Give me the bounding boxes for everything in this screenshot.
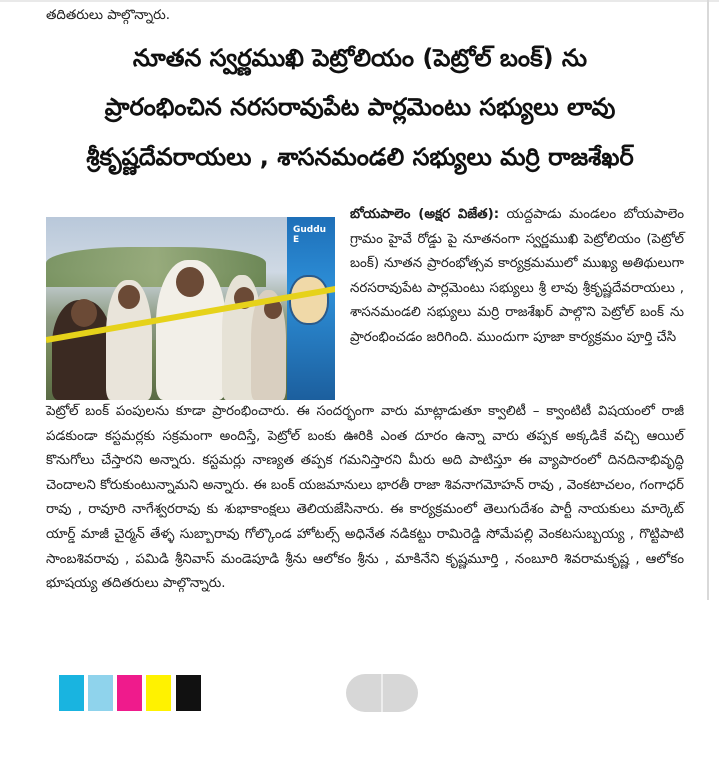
photo-head [118, 285, 140, 309]
page-border [707, 0, 709, 600]
color-swatch-yellow [146, 675, 171, 711]
registration-mark [346, 674, 418, 712]
headline-line-1: నూతన స్వర్ణముఖి పెట్రోలియం (పెట్రోల్ బంక్) ను [132, 44, 588, 72]
headline-line-3: శ్రీకృష్ణదేవరాయలు , శాసనమండలి సభ్యులు మర్రి రాజశేఖర్ [86, 143, 634, 171]
article-lead-paragraph: యద్దపాడు మండలం బోయపాలెం గ్రామం హైవే రోడ్డు పై నూతనంగా స్వర్ణముఖి పెట్రోలియం (పెట్రోల్ బంక్) నూతన ప్రారంభోత్సవ కార్యక్రమములో ముఖ్య అతిథులుగా నరసరావుపేట పార్లమెంటు సభ్యులు శ్రీ లావు శ్రీకృష్ణదేవరాయలు , శాసనమండలి సభ్యులు మర్రి రాజశేఖర్ పాల్గొని పెట్రోల్ బంక్ ను ప్రారంభించడం జరిగింది. ముందుగా పూజా కార్యక్రమం పూర్తి చేసి [350, 207, 684, 345]
article-dateline: బోయపాలెం (అక్షర విజేత): [350, 207, 500, 222]
photo-head [71, 299, 97, 327]
headline-line-2: ప్రారంభించిన నరసరావుపేట పార్లమెంటు సభ్యులు లావు [104, 93, 616, 121]
color-swatch-light-cyan [88, 675, 113, 711]
previous-article-tail: తదితరులు పాల్గొన్నారు. [46, 8, 170, 23]
photo-banner-text: Guddu E [293, 225, 327, 245]
photo-mascot [289, 275, 329, 325]
color-swatch-black [176, 675, 201, 711]
color-swatch-magenta [117, 675, 142, 711]
color-swatch-cyan [59, 675, 84, 711]
article-column-text [350, 203, 684, 351]
top-rule [0, 0, 719, 2]
article-body-text: పెట్రోల్ బంక్ పంపులను కూడా ప్రారంభించారు. ఈ సందర్భంగా వారు మాట్లాడుతూ క్వాలిటీ – క్వాంటిటీ విషయంలో రాజీ పడకుండా కస్టమర్లకు సక్రమంగా అందిస్తే, పెట్రోల్ బంకు ఊరికి ఎంత దూరం ఉన్నా వారు తప్పక అక్కడికే వచ్చి ఆయిల్ కొనుగోలు చేస్తారని అన్నారు. కస్టమర్లు నాణ్యత తప్పక గమనిస్తారని మీరు అది పాటిస్తూ ఈ వ్యాపారంలో దినదినాభివృద్ధి చెందాలని కోరుకుంటున్నామని అన్నారు. ఈ బంక్ యజమానులు భారతీ రాజా శివనాగమోహన్ రావు , వెంకటాచలం, గంగాధర్ రావు , రావూరి నాగేశ్వరరావు కు శుభాకాంక్షలు తెలియజేసినారు. ఈ కార్యక్రమంలో తెలుగుదేశం పార్టీ నాయకులు మార్కెట్ యార్డ్ మాజీ చైర్మన్ తేళ్ళ సుబ్బారావు గోల్కొండ హోటల్స్ అధినేత నడికట్టు రామిరెడ్డి సోమేపల్లి వెంకటసుబ్బయ్య , గొట్టిపాటి సాంబశివరావు , పమిడి శ్రీనివాస్ మండెపూడి శ్రీను ఆలోకం శ్రీను , మాకినేని కృష్ణమూర్తి , నంబూరి శివరామకృష్ణ , ఆలోకం భూషయ్య తదితరులు పాల్గొన్నారు. [46, 404, 684, 592]
photo-head [176, 267, 204, 297]
event-photo [46, 217, 335, 400]
